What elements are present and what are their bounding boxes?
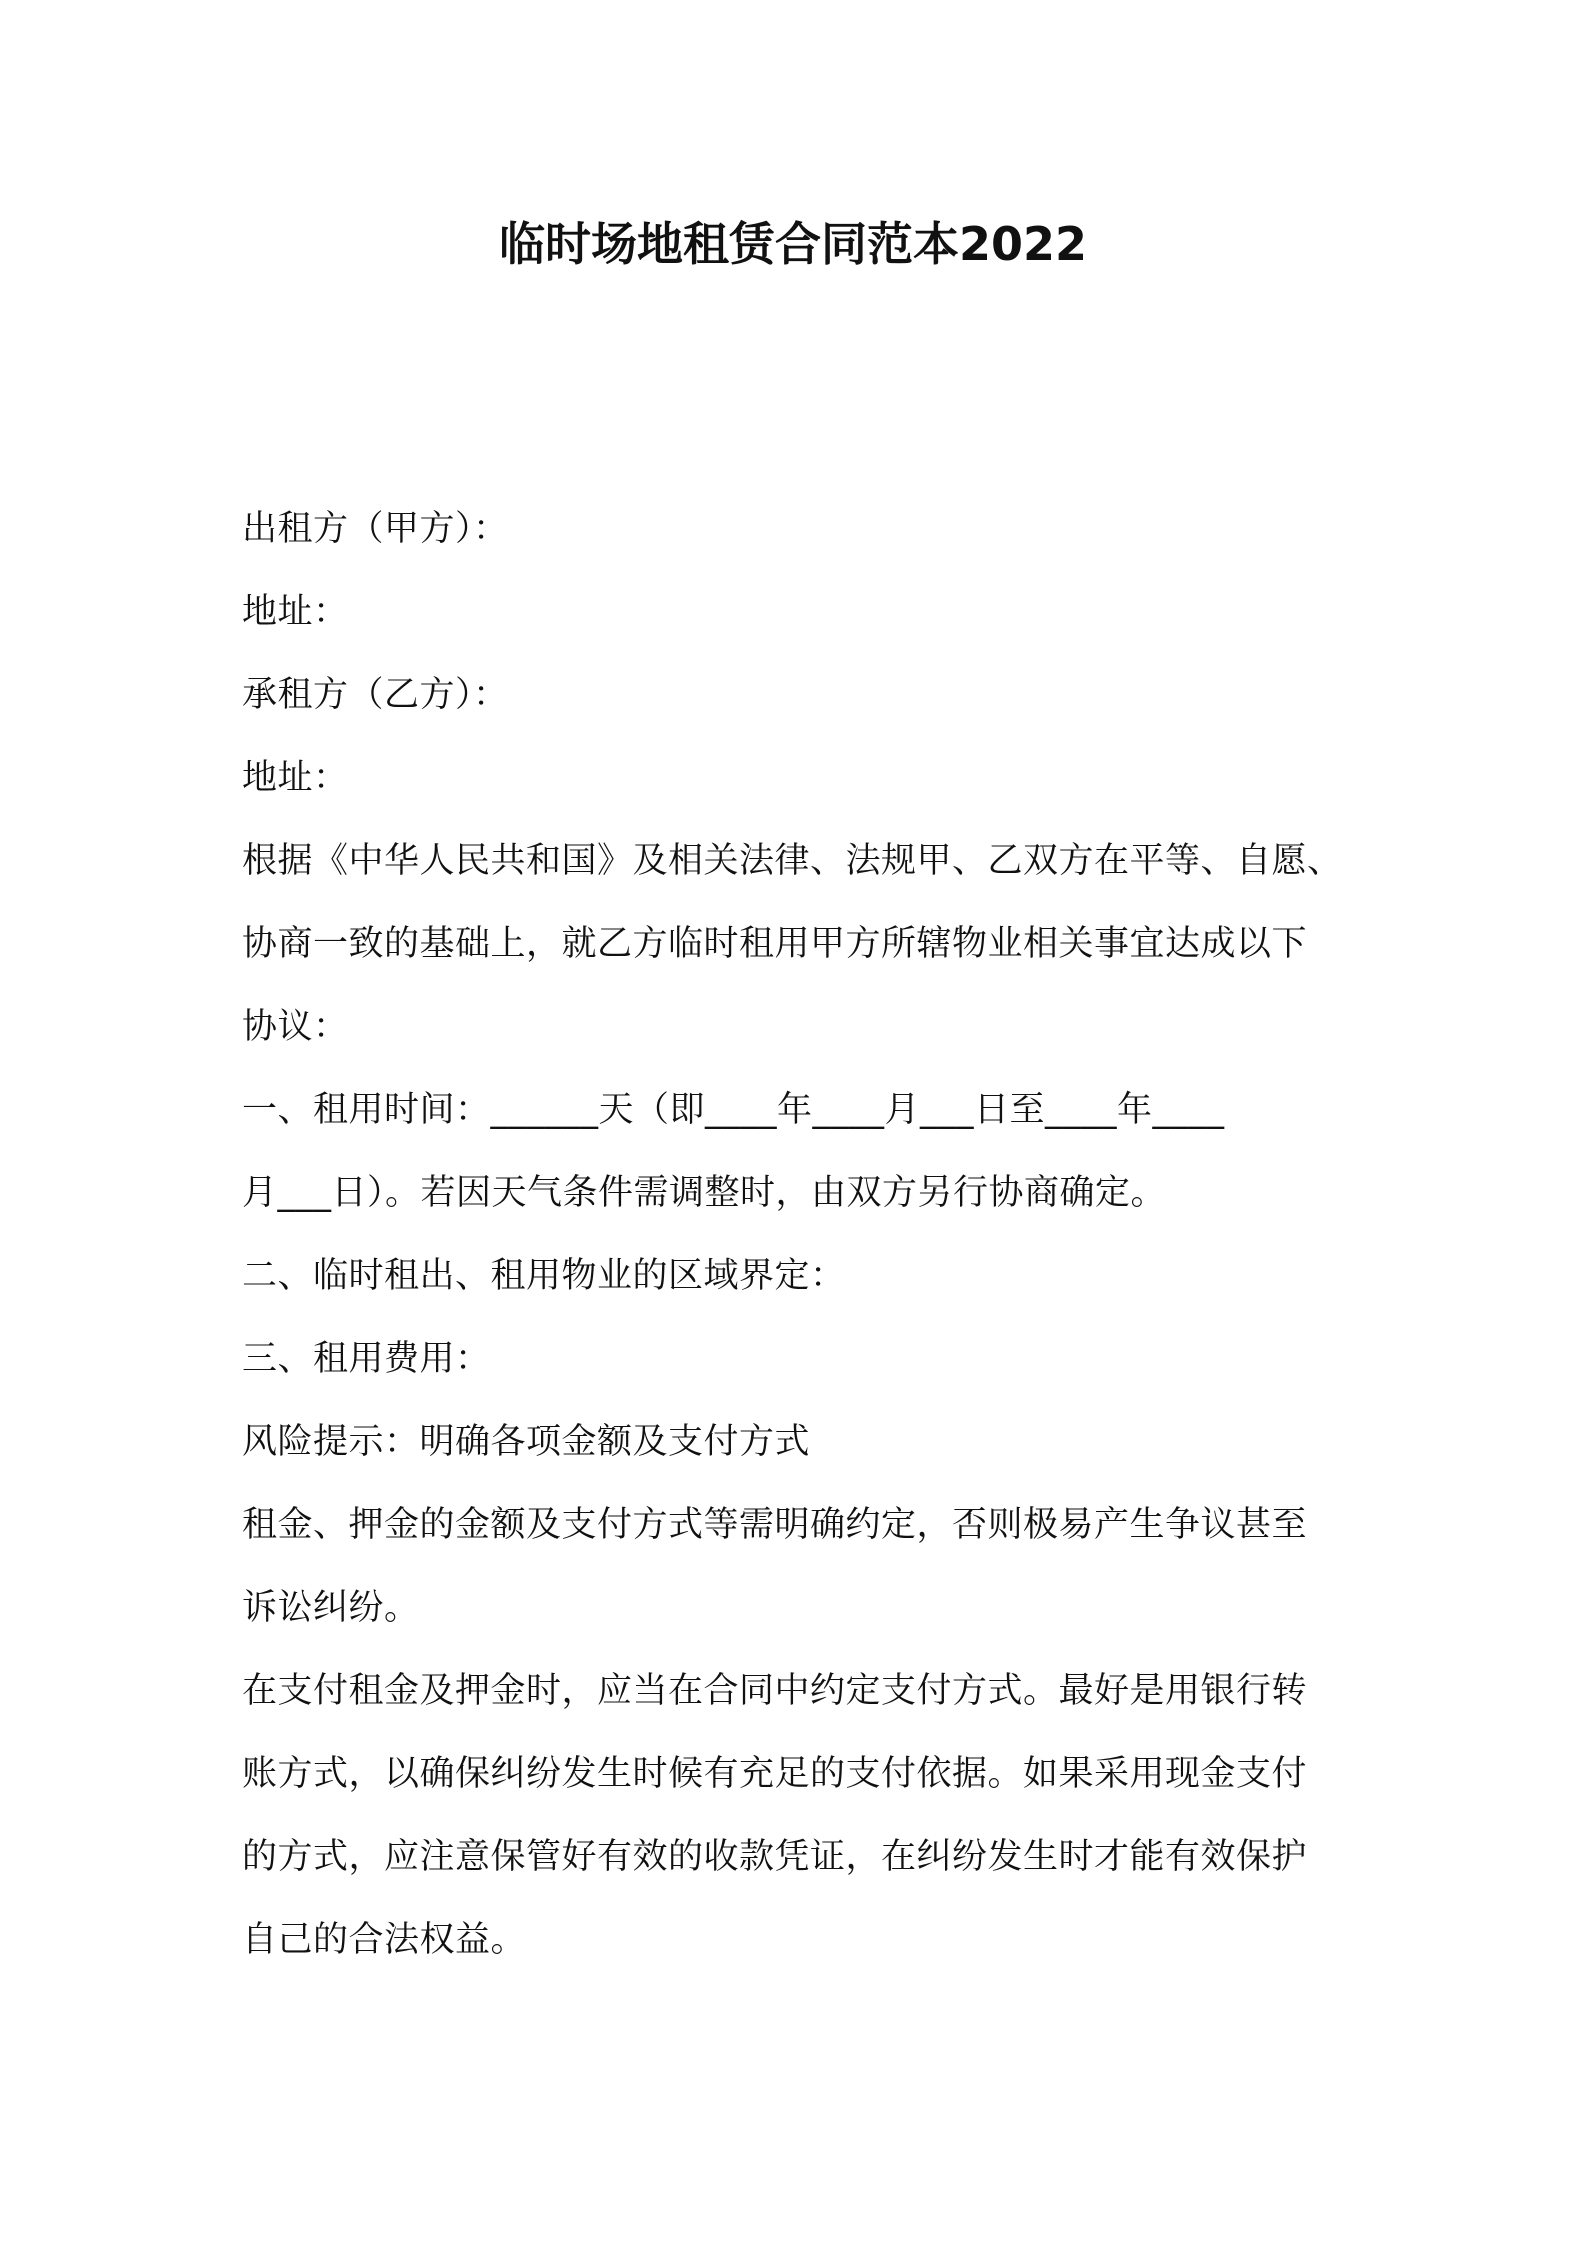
risk-tip-heading: 风险提示：明确各项金额及支付方式 bbox=[242, 1422, 811, 1462]
lessor-address-line: 地址： bbox=[242, 592, 349, 632]
clause-1-line-1: 一、租用时间：______天（即____年____月___日至____年____ bbox=[242, 1090, 1225, 1130]
lessor-line: 出租方（甲方）： bbox=[242, 509, 509, 549]
clause-1-line-2: 月___日）。若因天气条件需调整时，由双方另行协商确定。 bbox=[242, 1173, 1167, 1213]
document-title: 临时场地租赁合同范本2022 bbox=[498, 217, 1088, 271]
risk-paragraph-2-line-2: 账方式，以确保纠纷发生时候有充足的支付依据。如果采用现金支付 bbox=[242, 1754, 1308, 1794]
risk-paragraph-2-line-3: 的方式，应注意保管好有效的收款凭证，在纠纷发生时才能有效保护 bbox=[242, 1837, 1308, 1877]
clause-2-line: 二、临时租出、租用物业的区域界定： bbox=[242, 1256, 846, 1296]
risk-paragraph-1-line-2: 诉讼纠纷。 bbox=[242, 1588, 420, 1628]
lessee-address-line: 地址： bbox=[242, 758, 349, 798]
preamble-line-2: 协商一致的基础上，就乙方临时租用甲方所辖物业相关事宜达成以下 bbox=[242, 924, 1308, 964]
risk-paragraph-2-line-4: 自己的合法权益。 bbox=[242, 1920, 527, 1960]
risk-paragraph-1-line-1: 租金、押金的金额及支付方式等需明确约定，否则极易产生争议甚至 bbox=[242, 1505, 1308, 1545]
clause-3-line: 三、租用费用： bbox=[242, 1339, 491, 1379]
lessee-line: 承租方（乙方）： bbox=[242, 675, 509, 715]
risk-paragraph-2-line-1: 在支付租金及押金时，应当在合同中约定支付方式。最好是用银行转 bbox=[242, 1671, 1308, 1711]
preamble-line-3: 协议： bbox=[242, 1007, 349, 1047]
document-body bbox=[242, 488, 1362, 1982]
preamble-line-1: 根据《中华人民共和国》及相关法律、法规甲、乙双方在平等、自愿、 bbox=[242, 841, 1343, 881]
